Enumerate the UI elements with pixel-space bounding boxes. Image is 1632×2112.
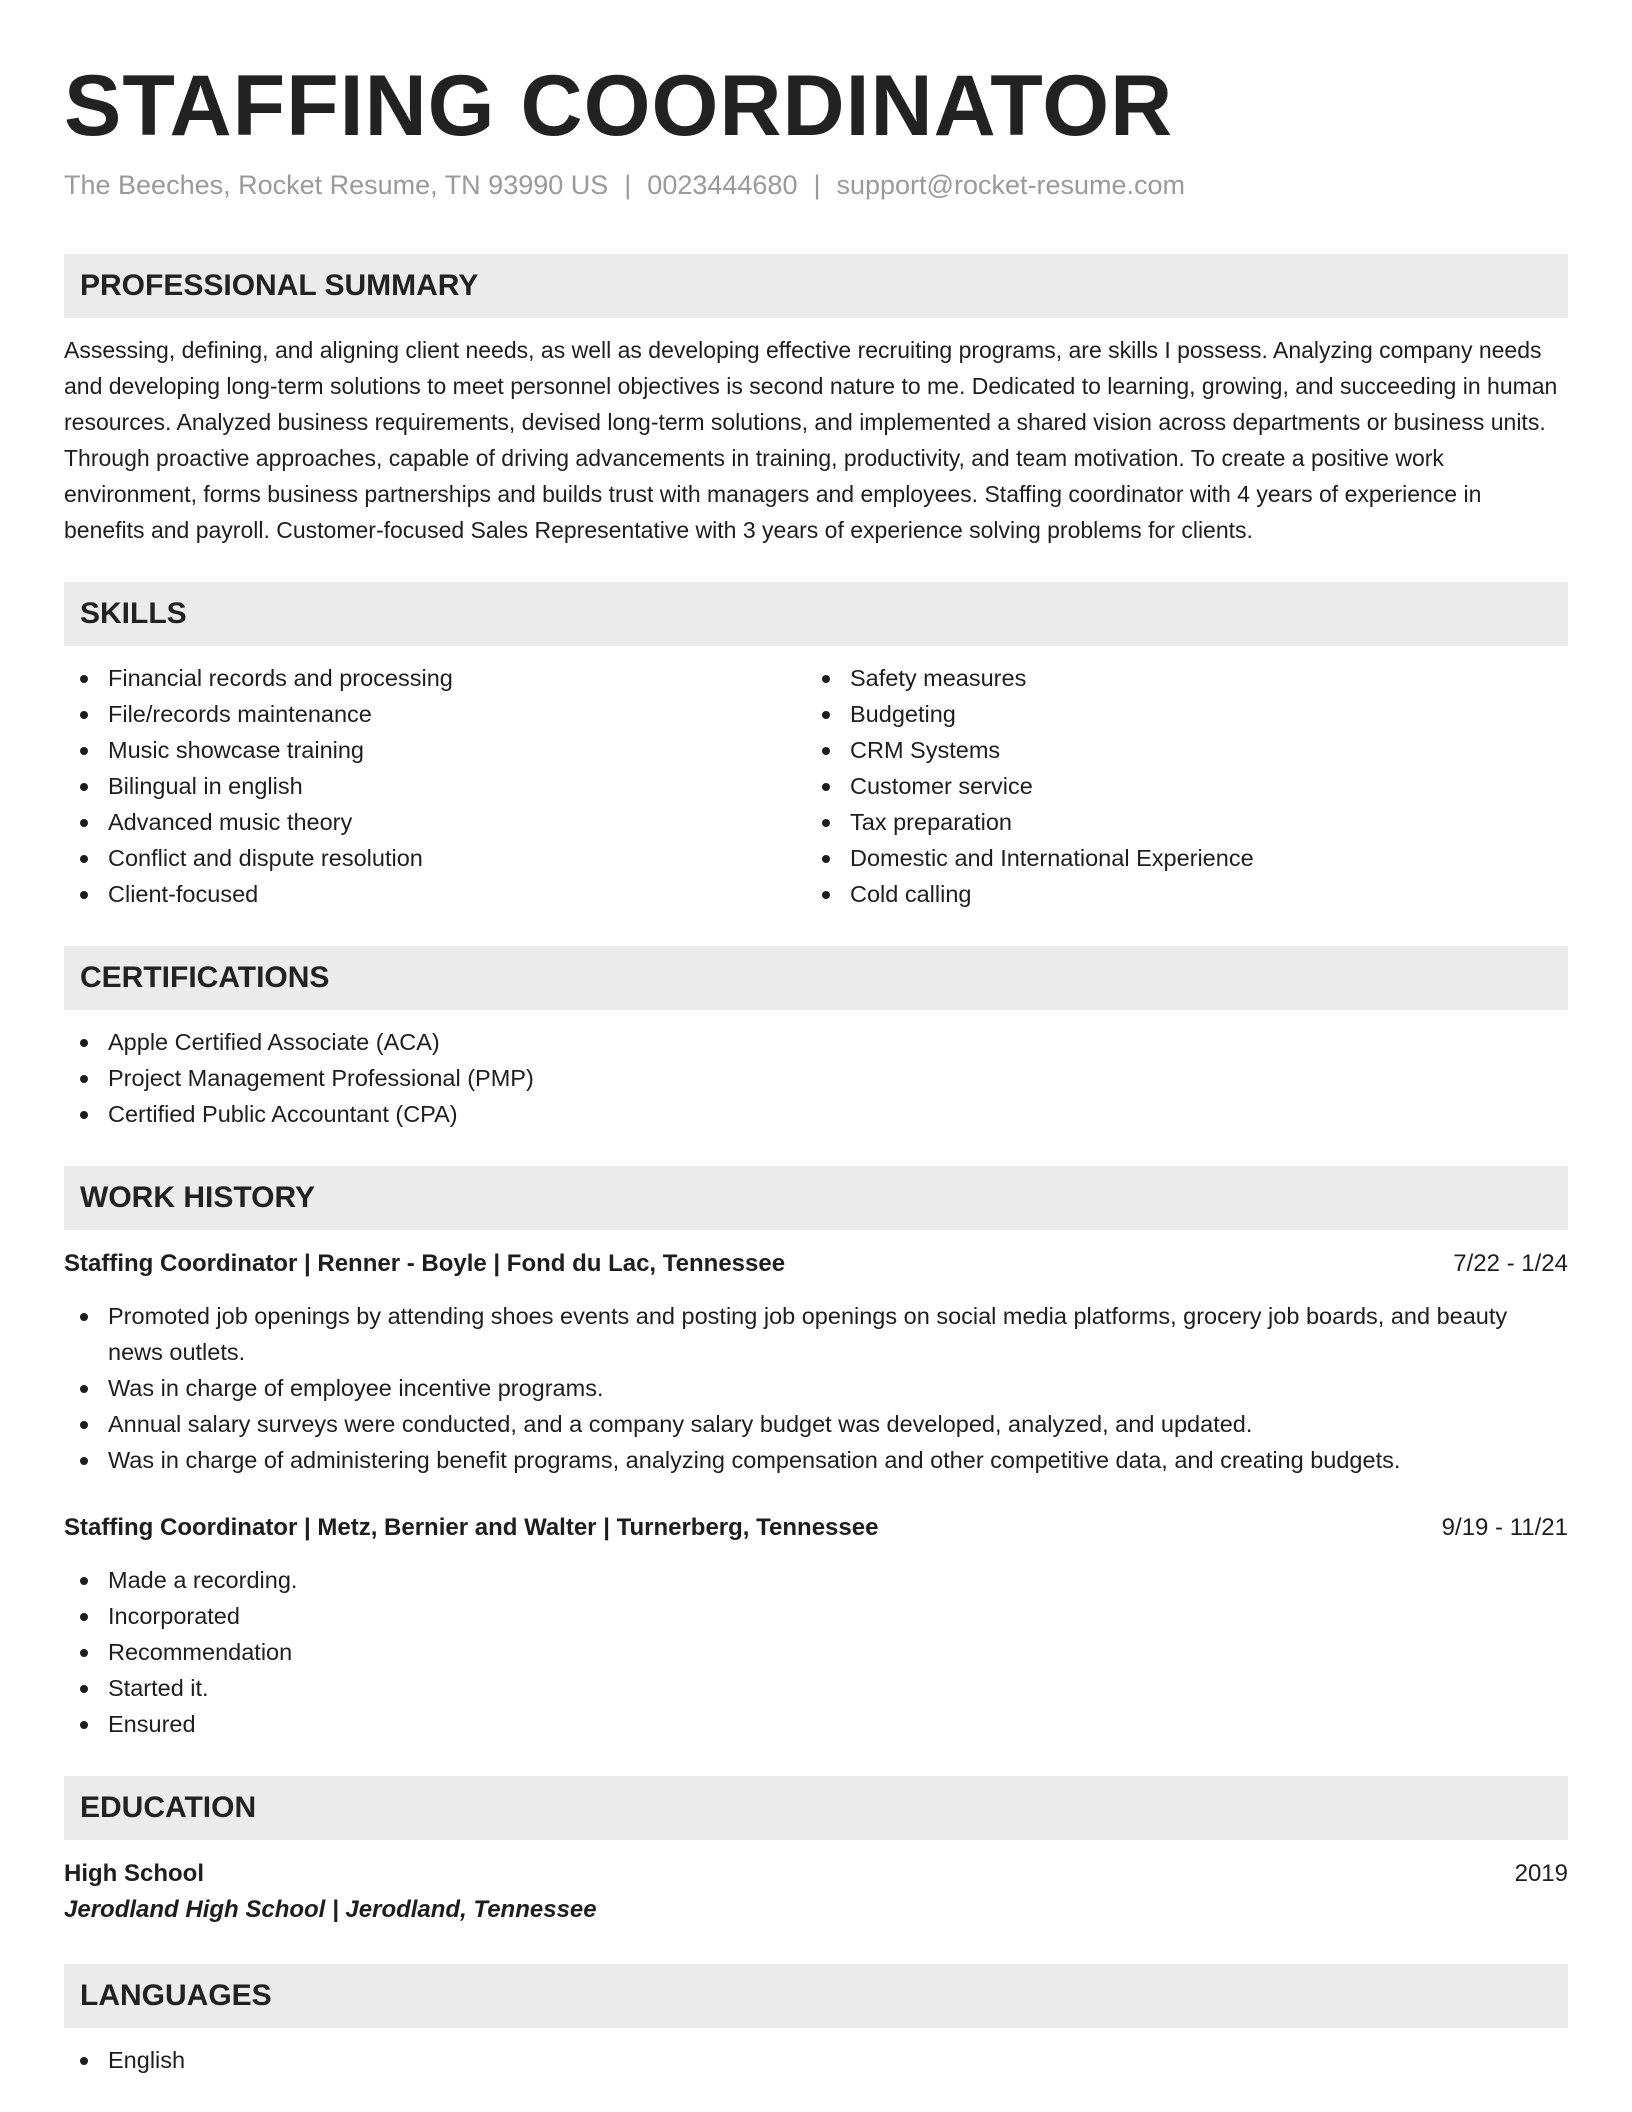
contact-address: The Beeches, Rocket Resume, TN 93990 US bbox=[64, 170, 609, 200]
education-header bbox=[64, 1856, 1568, 1892]
education-school: Jerodland High School | Jerodland, Tennessee bbox=[64, 1896, 597, 1923]
job-header bbox=[64, 1510, 1568, 1546]
summary-text: Assessing, defining, and aligning client needs, as well as developing effective recruiting programs, are skills I possess. Analyzing company needs and developing long-term solutions to meet personnel objectives is second nature to me. Dedicated to learning, growing, and succeeding in human resources. Analyzed business requirements, devised long-term solutions, and implemented a shared vision across departments or business units. Through proactive approaches, capable of driving advancements in training, productivity, and team motivation. To create a positive work environment, forms business partnerships and builds trust with managers and employees. Staffing coordinator with 4 years of experience in benefits and payroll. Customer-focused Sales Representative with 3 years of experience solving problems for clients. bbox=[64, 337, 1558, 543]
contact-email: support@rocket-resume.com bbox=[836, 170, 1186, 200]
section-heading-work-history: WORK HISTORY bbox=[64, 1166, 1568, 1230]
section-heading-certifications: CERTIFICATIONS bbox=[64, 946, 1568, 1010]
job-bullet: Incorporated bbox=[64, 1598, 1568, 1634]
contact-separator: | bbox=[813, 170, 821, 200]
job-entry bbox=[64, 1510, 1568, 1742]
contact-phone: 0023444680 bbox=[647, 170, 798, 200]
skill-item: File/records maintenance bbox=[64, 696, 806, 732]
skill-item: Conflict and dispute resolution bbox=[64, 840, 806, 876]
job-bullets bbox=[64, 1562, 1568, 1742]
job-bullets bbox=[64, 1298, 1568, 1478]
job-bullet: Was in charge of employee incentive programs. bbox=[64, 1370, 1568, 1406]
job-entry bbox=[64, 1246, 1568, 1478]
education-degree: High School bbox=[64, 1860, 204, 1887]
certification-item: Project Management Professional (PMP) bbox=[64, 1060, 1568, 1096]
contact-line bbox=[64, 168, 1568, 202]
job-header bbox=[64, 1246, 1568, 1282]
skills-column-right bbox=[806, 660, 1548, 912]
job-bullet: Recommendation bbox=[64, 1634, 1568, 1670]
job-bullet: Started it. bbox=[64, 1670, 1568, 1706]
skill-item: Music showcase training bbox=[64, 732, 806, 768]
skill-item: Budgeting bbox=[806, 696, 1548, 732]
language-item: English bbox=[64, 2042, 1568, 2078]
skill-item: Client-focused bbox=[64, 876, 806, 912]
certification-item: Certified Public Accountant (CPA) bbox=[64, 1096, 1568, 1132]
certification-item: Apple Certified Associate (ACA) bbox=[64, 1024, 1568, 1060]
skills-grid bbox=[64, 660, 1568, 912]
skill-item: Domestic and International Experience bbox=[806, 840, 1548, 876]
skill-item: Customer service bbox=[806, 768, 1548, 804]
skill-item: Safety measures bbox=[806, 660, 1548, 696]
certifications-list bbox=[64, 1024, 1568, 1132]
job-title: Staffing Coordinator | Metz, Bernier and Walter | Turnerberg, Tennessee bbox=[64, 1514, 879, 1541]
contact-separator: | bbox=[624, 170, 632, 200]
section-heading-languages: LANGUAGES bbox=[64, 1964, 1568, 2028]
section-heading-education: EDUCATION bbox=[64, 1776, 1568, 1840]
skill-item: Advanced music theory bbox=[64, 804, 806, 840]
education-year: 2019 bbox=[1514, 1860, 1568, 1887]
section-heading-skills: SKILLS bbox=[64, 582, 1568, 646]
skill-item: CRM Systems bbox=[806, 732, 1548, 768]
job-title: Staffing Coordinator | Renner - Boyle | Fond du Lac, Tennessee bbox=[64, 1250, 786, 1277]
skill-item: Bilingual in english bbox=[64, 768, 806, 804]
section-heading-summary: PROFESSIONAL SUMMARY bbox=[64, 254, 1568, 318]
resume-name: STAFFING COORDINATOR bbox=[64, 58, 1174, 154]
skills-column-left bbox=[64, 660, 806, 912]
education-entry bbox=[64, 1856, 1568, 1928]
job-bullet: Made a recording. bbox=[64, 1562, 1568, 1598]
job-bullet: Annual salary surveys were conducted, and a company salary budget was developed, analyzed, and updated. bbox=[64, 1406, 1568, 1442]
job-bullet: Promoted job openings by attending shoes events and posting job openings on social media platforms, grocery job boards, and beauty news outlets. bbox=[64, 1298, 1568, 1370]
skill-item: Cold calling bbox=[806, 876, 1548, 912]
resume-page bbox=[64, 0, 1568, 2078]
job-dates: 7/22 - 1/24 bbox=[1453, 1250, 1568, 1277]
skill-item: Tax preparation bbox=[806, 804, 1548, 840]
job-bullet: Was in charge of administering benefit programs, analyzing compensation and other competitive data, and creating budgets. bbox=[64, 1442, 1568, 1478]
skill-item: Financial records and processing bbox=[64, 660, 806, 696]
job-bullet: Ensured bbox=[64, 1706, 1568, 1742]
job-dates: 9/19 - 11/21 bbox=[1441, 1514, 1568, 1541]
languages-list bbox=[64, 2042, 1568, 2078]
